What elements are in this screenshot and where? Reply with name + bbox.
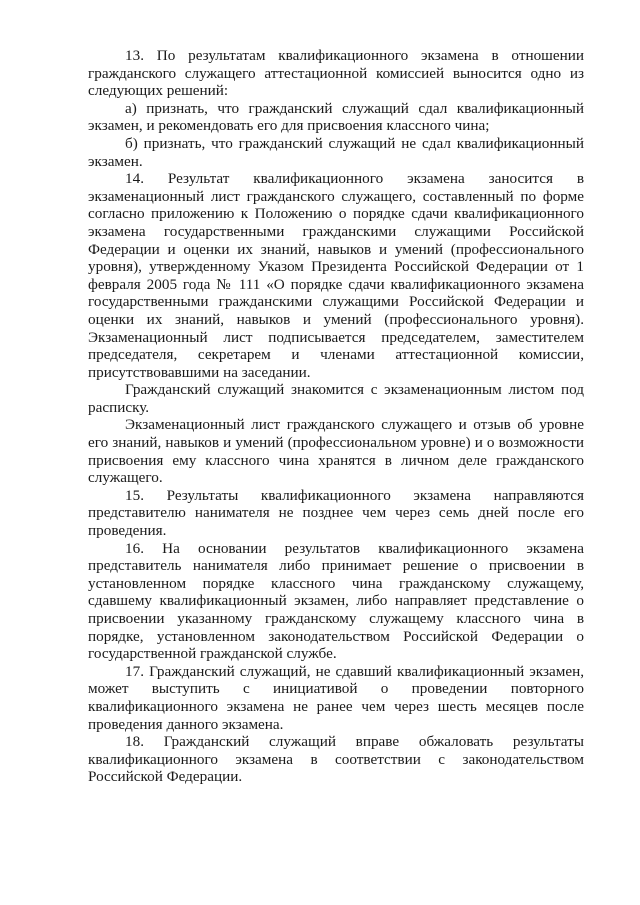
paragraph-16: 16. На основании результатов квалификационного экзамена представитель нанимателя либо принимает решение о присвоении в установленном порядке классного чина гражданскому служащему, сдавшему квалификационный экзамен, либо направляет представление о присвоении указанному гражданскому служащему классного чина в порядке, установленном законодательством Российской Федерации о государственной гражданской службе. [88,539,584,663]
paragraph-15: 15. Результаты квалификационного экзамена направляются представителю нанимателя не позднее чем через семь дней после его проведения. [88,486,584,540]
paragraph-13: 13. По результатам квалификационного экзамена в отношении гражданского служащего аттестационной комиссией выносится одно из следующих решений: [88,47,584,100]
paragraph-14-acknowledgement: Гражданский служащий знакомится с экзаменационным листом под расписку. [88,381,584,416]
paragraph-18: 18. Гражданский служащий вправе обжаловать результаты квалификационного экзамена в соответствии с законодательством Российской Федерации. [88,733,584,786]
paragraph-13-option-a: а) признать, что гражданский служащий сдал квалификационный экзамен, и рекомендовать его для присвоения классного чина; [88,99,584,135]
paragraph-14: 14. Результат квалификационного экзамена заносится в экзаменационный лист гражданского служащего, составленный по форме согласно приложению к Положению о порядке сдачи квалификационного экзамена государственными гражданскими служащими Российской Федерации и оценки их знаний, навыков и умений (профессионального уровня), утвержденному Указом Президента Российской Федерации от 1 февраля 2005 года № 111 «О порядке сдачи квалификационного экзамена государственными гражданскими служащими Российской Федерации и оценки их знаний, навыков и умений (профессионального уровня). Экзаменационный лист подписывается председателем, заместителем председателя, секретарем и членами аттестационной комиссии, присутствовавшими на заседании. [88,170,584,381]
document-body [88,47,584,786]
paragraph-13-option-b: б) признать, что гражданский служащий не сдал квалификационный экзамен. [88,134,584,170]
paragraph-14-storage: Экзаменационный лист гражданского служащего и отзыв об уровне его знаний, навыков и умений (профессиональном уровне) и о возможности присвоения ему классного чина хранятся в личном деле гражданского служащего. [88,416,584,487]
paragraph-17: 17. Гражданский служащий, не сдавший квалификационный экзамен, может выступить с инициативой о проведении повторного квалификационного экзамена не ранее чем через шесть месяцев после проведения данного экзамена. [88,662,584,733]
